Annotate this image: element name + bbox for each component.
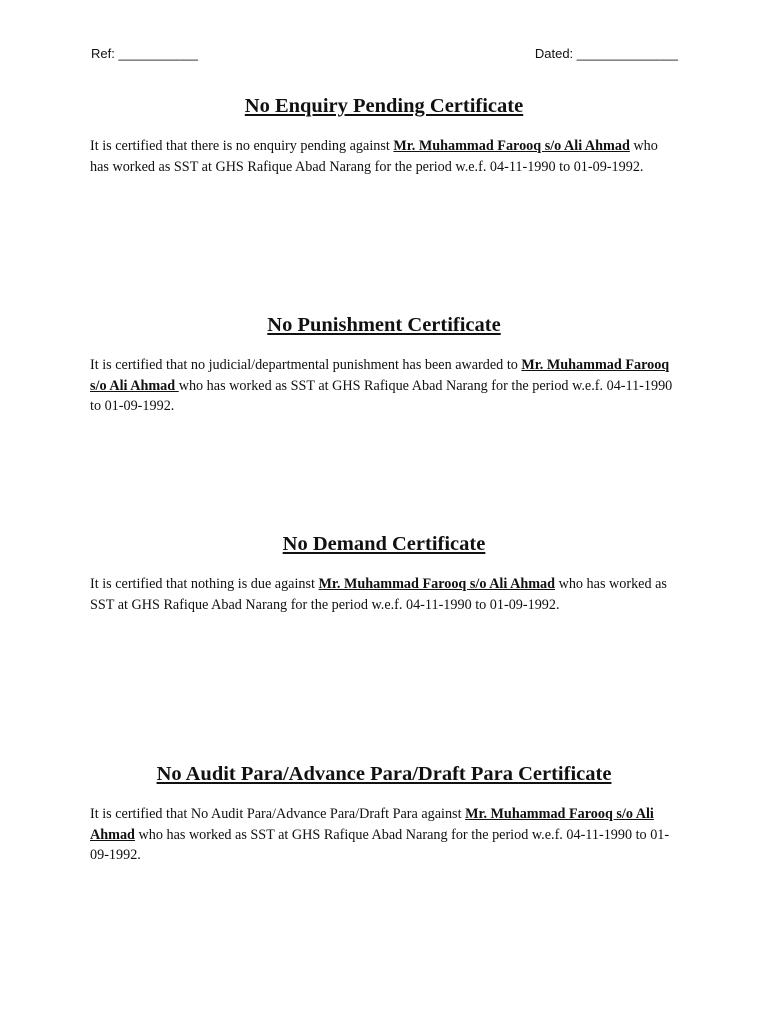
body-text-after: who has worked as SST at GHS Rafique Abad Narang for the period w.e.f. 04-11-1990 to 01-09-1992. xyxy=(90,138,658,175)
no-audit-para-section xyxy=(90,763,678,866)
no-punishment-section xyxy=(90,314,678,417)
dated-field: Dated: ______________ xyxy=(534,46,678,61)
section-title: No Demand Certificate xyxy=(282,533,486,555)
section-title: No Enquiry Pending Certificate xyxy=(244,95,524,117)
employee-name: Mr. Muhammad Farooq s/o Ali Ahmad xyxy=(318,576,556,592)
section-body xyxy=(90,804,678,866)
document-header xyxy=(91,46,678,66)
no-demand-section xyxy=(90,533,678,615)
body-text-before: It is certified that there is no enquiry pending against xyxy=(90,138,394,154)
employee-name: Mr. Muhammad Farooq s/o Ali Ahmad xyxy=(90,357,670,394)
section-title: No Audit Para/Advance Para/Draft Para Certificate xyxy=(156,763,612,785)
body-text-before: It is certified that nothing is due against xyxy=(90,576,319,592)
body-text-after: who has worked as SST at GHS Rafique Abad Narang for the period w.e.f. 04-11-1990 to 01-09-1992. xyxy=(90,377,673,414)
no-enquiry-pending-section xyxy=(90,95,678,177)
employee-name: Mr. Muhammad Farooq s/o Ali Ahmad xyxy=(393,138,630,154)
section-body xyxy=(90,136,678,177)
section-body xyxy=(90,355,678,417)
employee-name: Mr. Muhammad Farooq s/o Ali Ahmad xyxy=(90,806,654,843)
section-title: No Punishment Certificate xyxy=(267,314,501,336)
body-text-after: who has worked as SST at GHS Rafique Abad Narang for the period w.e.f. 04-11-1990 to 01-09-1992. xyxy=(90,826,670,863)
body-text-before: It is certified that No Audit Para/Advance Para/Draft Para against xyxy=(90,806,466,822)
body-text-after: who has worked as SST at GHS Rafique Abad Narang for the period w.e.f. 04-11-1990 to 01-09-1992. xyxy=(90,576,667,613)
section-body xyxy=(90,574,678,615)
body-text-before: It is certified that no judicial/departmental punishment has been awarded to xyxy=(90,357,522,373)
ref-field: Ref: ___________ xyxy=(91,46,198,61)
